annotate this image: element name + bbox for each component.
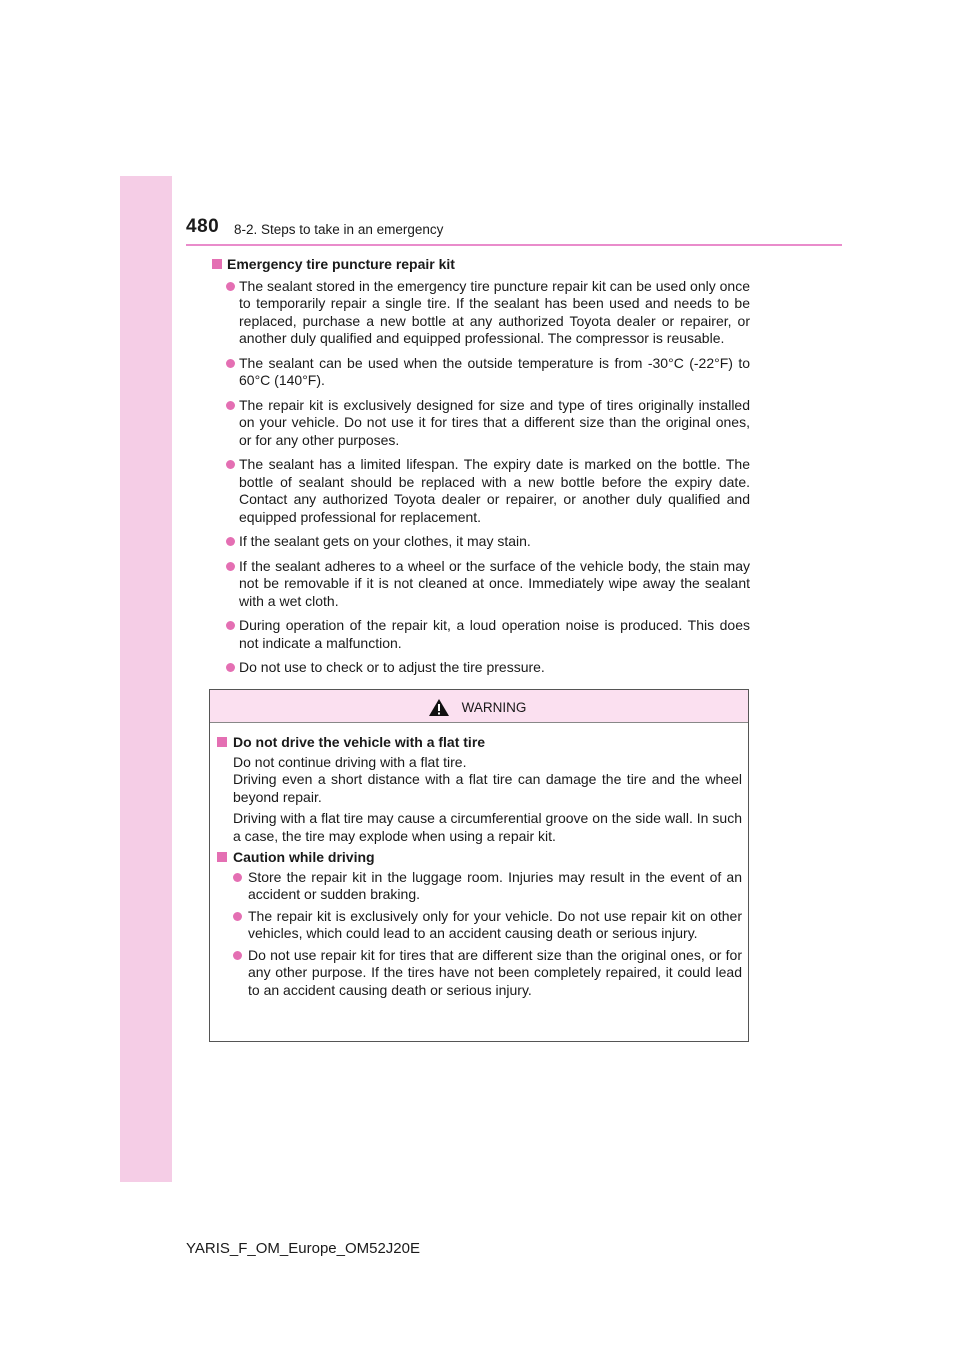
warning-list-item: Do not use repair kit for tires that are different size than the original ones, or for any other purpose. If the tires have not been completely repaired, it could lead to an accident causing death or serious injury.	[216, 947, 742, 1000]
square-bullet-icon	[217, 852, 227, 862]
section-heading: Emergency tire puncture repair kit	[210, 256, 750, 274]
warning-paragraph: Driving with a flat tire may cause a circumferential groove on the side wall. In such a case, the tire may explode when using a repair kit.	[233, 810, 742, 844]
list-item: Do not use to check or to adjust the tire pressure.	[210, 659, 750, 677]
warning-list-item: The repair kit is exclusively only for your vehicle. Do not use repair kit on other vehicles, which could lead to an accident causing death or serious injury.	[216, 908, 742, 943]
round-bullet-icon	[226, 621, 235, 630]
round-bullet-icon	[226, 663, 235, 672]
warning-paragraph: Do not continue driving with a flat tire. Driving even a short distance with a flat tire can damage the tire and the wheel beyond repair.	[233, 753, 742, 805]
list-item: The repair kit is exclusively designed for size and type of tires originally installed on your vehicle. Do not use it for tires that a different size than the original ones, or for any other purposes.	[210, 397, 750, 450]
warning-list-item: Store the repair kit in the luggage room. Injuries may result in the event of an accident or sudden braking.	[216, 869, 742, 904]
round-bullet-icon	[226, 401, 235, 410]
list-item: If the sealant gets on your clothes, it may stain.	[210, 533, 750, 551]
warning-header	[210, 690, 748, 723]
square-bullet-icon	[217, 737, 227, 747]
list-item: The sealant can be used when the outside temperature is from -30°C (-22°F) to 60°C (140°F).	[210, 355, 750, 390]
warning-subheading: Caution while driving	[216, 849, 742, 867]
warning-box	[209, 689, 749, 1042]
section-tab-band	[120, 176, 172, 1182]
round-bullet-icon	[226, 282, 235, 291]
round-bullet-icon	[226, 562, 235, 571]
round-bullet-icon	[226, 537, 235, 546]
round-bullet-icon	[233, 873, 242, 882]
list-item: The sealant has a limited lifespan. The expiry date is marked on the bottle. The bottle of sealant should be replaced with a new bottle before the expiry date. Contact any authorized Toyota dealer or repairer, or another duly qualified and equipped professional for replacement.	[210, 456, 750, 526]
warning-body	[210, 723, 748, 999]
warning-label: WARNING	[461, 700, 527, 715]
round-bullet-icon	[226, 359, 235, 368]
list-item: The sealant stored in the emergency tire puncture repair kit can be used only once to temporarily repair a single tire. If the sealant has been used and needs to be replaced, purchase a new bottle at any authorized Toyota dealer or repairer, or another duly qualified and equipped professional. The compressor is reusable.	[210, 278, 750, 348]
round-bullet-icon	[233, 912, 242, 921]
round-bullet-icon	[226, 460, 235, 469]
chapter-title: 8-2. Steps to take in an emergency	[234, 222, 444, 237]
document-code: YARIS_F_OM_Europe_OM52J20E	[186, 1240, 421, 1257]
header-divider	[186, 244, 842, 246]
list-item: During operation of the repair kit, a loud operation noise is produced. This does not indicate a malfunction.	[210, 617, 750, 652]
square-bullet-icon	[212, 259, 222, 269]
repair-kit-section	[210, 256, 750, 684]
round-bullet-icon	[233, 951, 242, 960]
warning-subheading: Do not drive the vehicle with a flat tire	[216, 734, 742, 752]
list-item: If the sealant adheres to a wheel or the surface of the vehicle body, the stain may not be removable if it is not cleaned at once. Immediately wipe away the sealant with a wet cloth.	[210, 558, 750, 611]
page-number: 480	[186, 216, 220, 237]
